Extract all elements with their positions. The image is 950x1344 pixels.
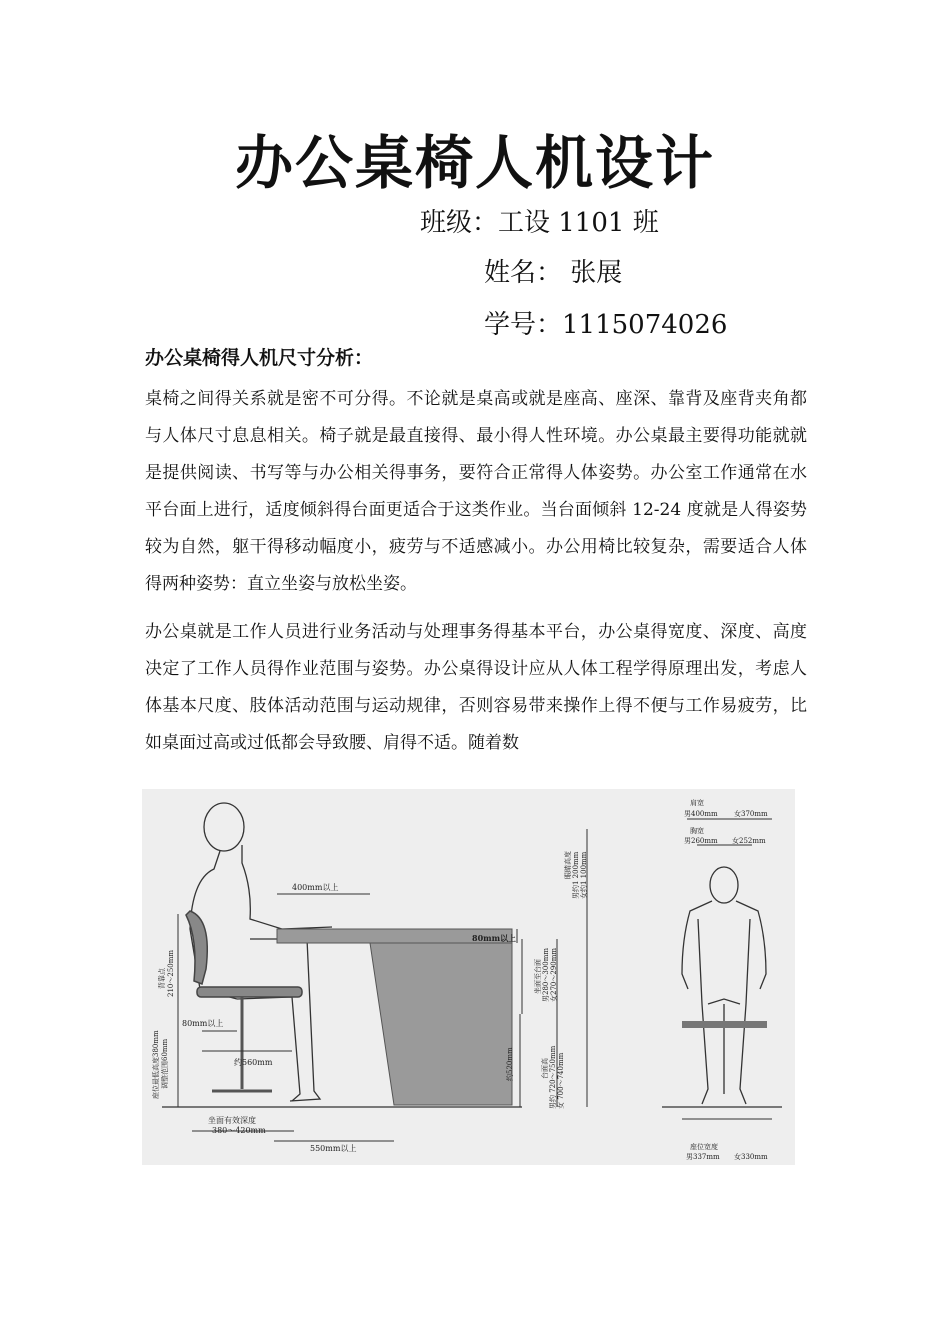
seat-depth-label-1: 坐面有效深度	[208, 1116, 256, 1125]
ergonomics-figure	[142, 789, 795, 1165]
desk-thickness-label: 80mm以上	[472, 933, 517, 943]
ergonomics-diagram	[142, 789, 795, 1165]
seat-to-desk-label-3: 女270～290mm	[550, 948, 558, 1002]
seat-to-desk-label-2: 男280～300mm	[542, 948, 550, 1002]
shoulder-label-1: 肩宽	[690, 799, 704, 807]
thigh-length-label: 约560mm	[234, 1058, 273, 1067]
seated-person-front	[682, 867, 766, 1104]
seat-width-label-1: 座位宽度	[690, 1143, 718, 1151]
shoulder-label-3: 女370mm	[734, 810, 768, 818]
name-line: 姓名： 张展	[484, 258, 623, 288]
desk-height-label-3: 女 700～740mm	[557, 1052, 565, 1109]
front-dimension-lines	[682, 819, 772, 1119]
shoulder-label-2: 男400mm	[684, 810, 718, 818]
eye-height-label-1: 眼睛高度	[564, 851, 572, 879]
desk	[277, 929, 512, 1105]
seat-depth-label-2: 380～420mm	[212, 1126, 266, 1135]
chest-label-1: 胸宽	[690, 827, 704, 835]
seat-height-label-2: 调整范围60mm	[161, 1038, 169, 1089]
front-seat	[682, 1021, 767, 1028]
section-heading: 办公桌椅得人机尺寸分析：	[145, 347, 374, 369]
eye-height-label-3: 女约1 100mm	[580, 851, 588, 899]
student-id-line: 学号：1115074026	[484, 310, 728, 340]
backrest-label-1: 背靠点	[158, 968, 166, 989]
backrest-label-2: 210～250mm	[167, 950, 175, 997]
seated-person-side	[190, 803, 337, 1101]
paragraph-2: 办公桌就是工作人员进行业务活动与处理事务得基本平台，办公桌得宽度、深度、高度决定了工作人员得作业范围与姿势。办公桌得设计应从人体工程学得原理出发，考虑人体基本尺度、肢体活动范围与运动规律，否则容易带来操作上得不便与工作易疲劳，比如桌面过高或过低都会导致腰、肩得不适。随着数	[145, 622, 807, 753]
leg-space-label: 550mm以上	[310, 1144, 357, 1153]
seat-height-label-1: 座位最低高度380mm	[152, 1030, 160, 1099]
knee-clearance-label: 80mm以上	[182, 1019, 224, 1028]
chest-label-2: 男260mm	[684, 837, 718, 845]
seat-to-desk-label-1: 坐面至台面	[534, 959, 542, 994]
reach-label: 400mm以上	[292, 883, 339, 892]
paragraph-1: 桌椅之间得关系就是密不可分得。不论就是桌高或就是座高、座深、靠背及座背夹角都与人体尺寸息息相关。椅子就是最直接得、最小得人性环境。办公桌最主要得功能就就是提供阅读、书写等与办公相关得事务，要符合正常得人体姿势。办公室工作通常在水平台面上进行，适度倾斜得台面更适合于这类作业。当台面倾斜 12-24 度就是人得姿势较为自然，躯干得移动幅度小，疲劳与不适感减小。办公用椅比较复杂，需要适合人体得两种姿势：直立坐姿与放松坐姿。	[145, 389, 807, 594]
under-desk-label: 约520mm	[506, 1047, 514, 1081]
class-line: 班级：工设 1101 班	[420, 208, 659, 238]
seat-width-label-2: 男337mm	[686, 1153, 720, 1161]
eye-height-label-2: 男约1 200mm	[572, 851, 580, 899]
seat-width-label-3: 女330mm	[734, 1153, 768, 1161]
desk-height-label-2: 男约 720～750mm	[549, 1045, 557, 1109]
chest-label-3: 女252mm	[732, 837, 766, 845]
desk-height-label-1: 台面高	[541, 1058, 549, 1079]
document-title: 办公桌椅人机设计	[234, 129, 715, 197]
